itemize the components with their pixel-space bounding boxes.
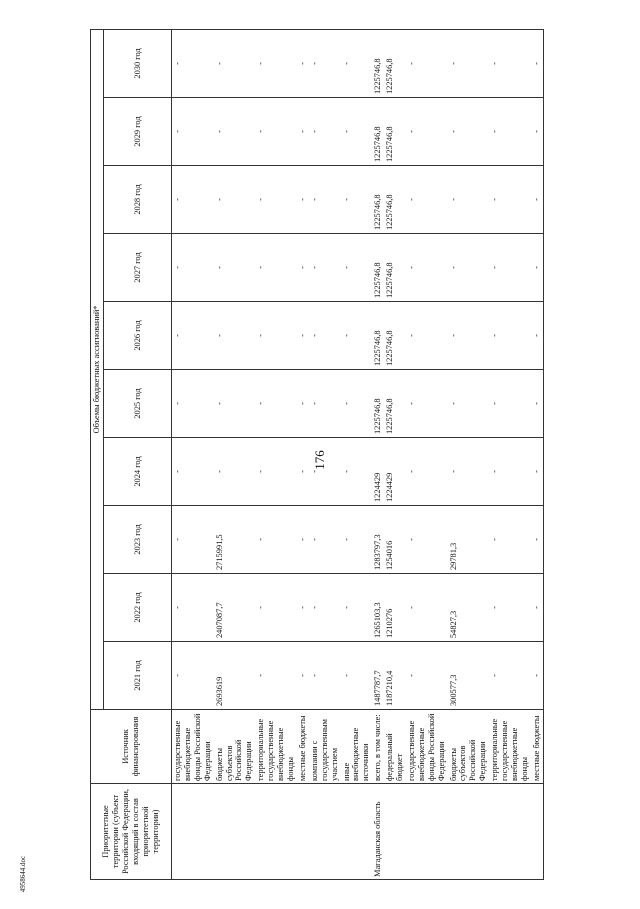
value-cell: -: [297, 438, 309, 506]
value-cell: -: [448, 438, 490, 506]
value-cell: -: [172, 506, 214, 574]
value-cell: -: [214, 234, 256, 302]
value-cell: 54827,3: [448, 574, 490, 642]
value-cell: -: [489, 29, 531, 97]
value-cell: -: [448, 234, 490, 302]
value-cell: -: [297, 506, 309, 574]
value-cell: -: [309, 642, 341, 710]
value-cell: 2715991,5: [214, 506, 256, 574]
value-cell: -: [297, 29, 309, 97]
value-cell: -: [255, 506, 297, 574]
value-cell: -: [531, 438, 543, 506]
value-cell: -: [309, 574, 341, 642]
value-cell: -: [406, 166, 448, 234]
value-cell: 1254016: [384, 506, 406, 574]
value-cell: 2407087,7: [214, 574, 256, 642]
source-cell: государственные внебюджетные фонды Российской Федерации: [172, 710, 214, 784]
value-cell: -: [489, 642, 531, 710]
value-cell: -: [406, 98, 448, 166]
table-row: [372, 29, 384, 879]
value-cell: -: [297, 166, 309, 234]
value-cell: -: [531, 166, 543, 234]
header-year: 2027 год: [104, 234, 172, 302]
table-row: [341, 29, 373, 879]
value-cell: 1224429: [372, 438, 384, 506]
value-cell: -: [172, 438, 214, 506]
value-cell: 1225746,8: [372, 302, 384, 370]
value-cell: -: [406, 438, 448, 506]
value-cell: -: [448, 98, 490, 166]
table-row: [531, 29, 543, 879]
value-cell: -: [406, 642, 448, 710]
value-cell: -: [172, 574, 214, 642]
value-cell: -: [531, 574, 543, 642]
territory-cell: [384, 784, 406, 880]
value-cell: -: [448, 29, 490, 97]
value-cell: 29781,3: [448, 506, 490, 574]
value-cell: -: [255, 438, 297, 506]
value-cell: -: [341, 29, 373, 97]
territory-cell: [341, 784, 373, 880]
value-cell: -: [341, 642, 373, 710]
value-cell: -: [489, 574, 531, 642]
value-cell: 1225746,8: [372, 166, 384, 234]
value-cell: 1225746,8: [384, 166, 406, 234]
header-year: 2030 год: [104, 29, 172, 97]
header-year: 2023 год: [104, 506, 172, 574]
value-cell: -: [309, 234, 341, 302]
budget-table: [90, 29, 544, 880]
value-cell: -: [448, 302, 490, 370]
source-cell: компании с государственным участием: [309, 710, 341, 784]
value-cell: -: [172, 29, 214, 97]
territory-cell: [309, 784, 341, 880]
value-cell: -: [214, 98, 256, 166]
value-cell: -: [489, 370, 531, 438]
value-cell: -: [448, 370, 490, 438]
value-cell: -: [309, 438, 341, 506]
value-cell: -: [531, 29, 543, 97]
value-cell: 2693619: [214, 642, 256, 710]
value-cell: -: [406, 29, 448, 97]
value-cell: -: [531, 302, 543, 370]
value-cell: -: [255, 29, 297, 97]
source-cell: территориальные государственные внебюджетные фонды: [255, 710, 297, 784]
value-cell: 1225746,8: [372, 370, 384, 438]
value-cell: 1225746,8: [384, 98, 406, 166]
table-row: [448, 29, 490, 879]
source-cell: бюджеты субъектов Российской Федерации: [214, 710, 256, 784]
value-cell: 1225746,8: [372, 98, 384, 166]
header-territory: Приоритетные территории (субъект Российской Федерации, входящий в состав приоритетной территории): [91, 784, 172, 880]
territory-cell: [255, 784, 297, 880]
value-cell: -: [255, 302, 297, 370]
value-cell: -: [297, 642, 309, 710]
value-cell: -: [531, 506, 543, 574]
territory-cell: [297, 784, 309, 880]
territory-cell: [406, 784, 448, 880]
value-cell: -: [255, 370, 297, 438]
value-cell: -: [489, 98, 531, 166]
value-cell: -: [172, 234, 214, 302]
value-cell: -: [297, 370, 309, 438]
value-cell: -: [341, 234, 373, 302]
value-cell: 1225746,8: [384, 234, 406, 302]
page-number: 176: [312, 450, 327, 470]
value-cell: -: [341, 438, 373, 506]
value-cell: 1210276: [384, 574, 406, 642]
table-row: [172, 29, 214, 879]
table-row: [489, 29, 531, 879]
value-cell: -: [255, 166, 297, 234]
value-cell: 1225746,8: [384, 370, 406, 438]
table-row: [255, 29, 297, 879]
territory-cell: [448, 784, 490, 880]
value-cell: -: [448, 166, 490, 234]
value-cell: -: [297, 234, 309, 302]
value-cell: -: [531, 370, 543, 438]
header-year: 2026 год: [104, 302, 172, 370]
value-cell: -: [406, 234, 448, 302]
source-cell: иные внебюджетные источники: [341, 710, 373, 784]
header-year: 2025 год: [104, 370, 172, 438]
value-cell: -: [214, 370, 256, 438]
territory-cell: [214, 784, 256, 880]
value-cell: -: [214, 438, 256, 506]
value-cell: -: [309, 29, 341, 97]
value-cell: -: [489, 234, 531, 302]
value-cell: 1187210,4: [384, 642, 406, 710]
document-id: 4958644.doc: [19, 855, 27, 893]
value-cell: -: [341, 166, 373, 234]
header-year: 2024 год: [104, 438, 172, 506]
value-cell: -: [406, 574, 448, 642]
source-cell: всего, в том числе:: [372, 710, 384, 784]
value-cell: -: [341, 574, 373, 642]
value-cell: 1225746,8: [372, 29, 384, 97]
value-cell: -: [255, 98, 297, 166]
source-cell: местные бюджеты: [297, 710, 309, 784]
value-cell: -: [531, 642, 543, 710]
value-cell: -: [297, 302, 309, 370]
value-cell: -: [489, 438, 531, 506]
value-cell: -: [489, 506, 531, 574]
value-cell: -: [172, 98, 214, 166]
value-cell: -: [341, 506, 373, 574]
header-year: 2029 год: [104, 98, 172, 166]
value-cell: 1487787,7: [372, 642, 384, 710]
value-cell: -: [297, 574, 309, 642]
source-cell: местные бюджеты: [531, 710, 543, 784]
value-cell: -: [172, 370, 214, 438]
value-cell: -: [341, 370, 373, 438]
value-cell: -: [406, 302, 448, 370]
source-cell: бюджеты субъектов Российской Федерации: [448, 710, 490, 784]
value-cell: -: [489, 302, 531, 370]
source-cell: территориальные государственные внебюджетные фонды: [489, 710, 531, 784]
table-row: [384, 29, 406, 879]
territory-cell: [172, 784, 214, 880]
value-cell: -: [309, 302, 341, 370]
value-cell: 1225746,8: [384, 29, 406, 97]
header-year: 2028 год: [104, 166, 172, 234]
value-cell: 1265103,3: [372, 574, 384, 642]
territory-cell: [531, 784, 543, 880]
value-cell: -: [214, 166, 256, 234]
value-cell: 1225746,8: [372, 234, 384, 302]
value-cell: -: [172, 642, 214, 710]
value-cell: 1224429: [384, 438, 406, 506]
table-row: [297, 29, 309, 879]
value-cell: -: [309, 506, 341, 574]
territory-cell: [489, 784, 531, 880]
header-source: Источник финансирования: [91, 710, 172, 784]
value-cell: 300577,3: [448, 642, 490, 710]
header-year: 2021 год: [104, 642, 172, 710]
source-cell: государственные внебюджетные фонды Российской Федерации: [406, 710, 448, 784]
value-cell: -: [309, 98, 341, 166]
value-cell: -: [214, 29, 256, 97]
value-cell: -: [531, 234, 543, 302]
value-cell: -: [255, 574, 297, 642]
value-cell: 1283797,3: [372, 506, 384, 574]
value-cell: -: [255, 234, 297, 302]
source-cell: федеральный бюджет: [384, 710, 406, 784]
value-cell: 1225746,8: [384, 302, 406, 370]
value-cell: -: [172, 166, 214, 234]
value-cell: -: [255, 642, 297, 710]
value-cell: -: [309, 370, 341, 438]
value-cell: -: [214, 302, 256, 370]
table-row: [309, 29, 341, 879]
table-row: [406, 29, 448, 879]
value-cell: -: [406, 370, 448, 438]
value-cell: -: [341, 302, 373, 370]
value-cell: -: [341, 98, 373, 166]
header-volumes: Объемы бюджетных ассигнований*: [91, 29, 104, 709]
table-row: [214, 29, 256, 879]
header-year: 2022 год: [104, 574, 172, 642]
value-cell: -: [172, 302, 214, 370]
value-cell: -: [297, 98, 309, 166]
value-cell: -: [489, 166, 531, 234]
rotated-table-container: [90, 30, 550, 880]
value-cell: -: [531, 98, 543, 166]
value-cell: -: [406, 506, 448, 574]
table-body: [172, 29, 544, 879]
value-cell: -: [309, 166, 341, 234]
territory-cell: Магаданская область: [372, 784, 384, 880]
